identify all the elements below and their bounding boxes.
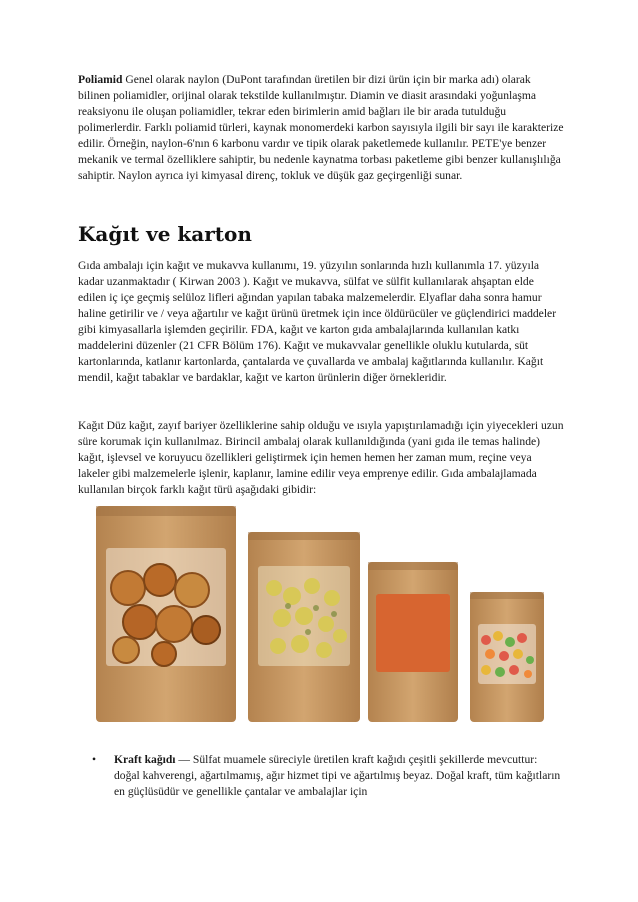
- small-bag-lentils: [368, 562, 458, 722]
- section-heading: Kağıt ve karton: [78, 222, 252, 246]
- bullet-marker: •: [92, 753, 97, 766]
- plain-paper-paragraph: Kağıt Düz kağıt, zayıf bariyer özelliklerine sahip olduğu ve ısıyla yapıştırılamadığı için yiyecekleri uzun süre korumak için kullanılmaz. Birincil ambalaj olarak kullanıldığında (yani gıda ile temas halinde) kağıt, işlevsel ve koruyucu özellikleri geliştirmek için hemen hemen her zaman mum, reçine veya lakeler gibi malzemelerle işlenir, kaplanır, lamine edilir veya emprenye edilir. Gıda ambalajlamada kullanılan birçok farklı kağıt türü aşağıdaki gibidir:: [78, 419, 564, 496]
- smallest-bag-gummies: [470, 592, 544, 722]
- kraft-bags-photo: [88, 500, 558, 730]
- poliamid-paragraph: [78, 72, 564, 184]
- kraft-term: Kraft kağıdı: [114, 753, 176, 766]
- poliamid-term: Poliamid: [78, 73, 123, 86]
- medium-bag-flowers: [248, 532, 360, 722]
- list-item: [78, 752, 564, 800]
- paper-types-list: [78, 752, 564, 800]
- poliamid-text: Genel olarak naylon (DuPont tarafından üretilen bir dizi ürün için bir marka adı) olarak bilinen poliamidler, orijinal olarak tekstilde kullanılmıştır. Diamin ve diasit arasındaki yoğunlaşma reaksiyonu ile oluşan poliamidler, tekrar eden birimlerin amid bağları ile bir arada tutulduğu polimerlerdir. Farklı poliamid türleri, kaynak monomerdeki karbon sayısıyla ilgili bir sayı ile karakterize edilir. Örneğin, naylon-6'nın 6 karbonu vardır ve tipik olarak paketlemede kullanılır. PETE'ye benzer mekanik ve termal özelliklere sahiptir, bu nedenle kaynatma torbası paketleme gibi benzer kullanışlılığa sahiptir. Naylon ayrıca iyi kimyasal direnç, tokluk ve düşük gaz geçirgenliği sunar.: [78, 73, 564, 182]
- kraft-text: — Sülfat muamele süreciyle üretilen kraft kağıdı çeşitli şekillerde mevcuttur: doğal kahverengi, ağartılmamış, ağır hizmet tipi ve ağartılmış beyaz. Doğal kraft, tüm kağıtların en güçlüsüdür ve genellikle çantalar ve ambalajlar için: [114, 753, 561, 798]
- large-bag-orange-slices: [96, 506, 236, 722]
- intro-paragraph: Gıda ambalajı için kağıt ve mukavva kullanımı, 19. yüzyılın sonlarında hızlı kullanımla 17. yüzyıla kadar uzanmaktadır ( Kirwan 2003 ). Kağıt ve mukavva, sülfat ve sülfit kullanılarak ahşaptan elde edilen iç içe geçmiş selüloz lifleri ağından yapılan tabaka malzemelerdir. Elyaflar daha sonra hamur haline getirilir ve / veya ağartılır ve kağıt ürünü üretmek için ince öldürücüler ve güçlendirici maddeler gibi kimyasallarla işlemden geçirilir. FDA, kağıt ve karton gıda ambalajlarında kullanılan katkı maddelerini düzenler (21 CFR Bölüm 176). Kağıt ve mukavvalar genellikle oluklu kutularda, süt kartonlarında, katlanır kartonlarda, çantalarda ve çuvallarda ve ambalaj kağıtlarında kullanılır. Kağıt mendil, kağıt tabaklar ve bardaklar, kağıt ve karton ürünlerin diğer örnekleridir.: [78, 259, 557, 384]
